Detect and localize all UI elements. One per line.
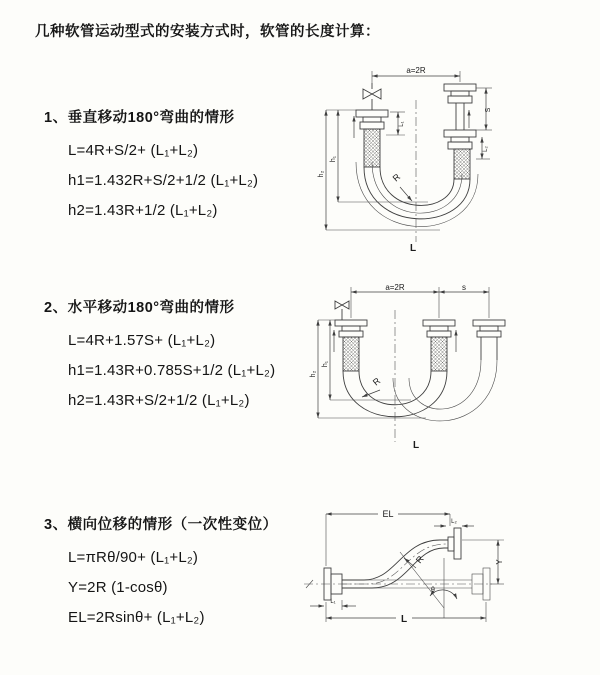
braided-hose-middle <box>431 337 447 371</box>
dim-width-label: a=2R <box>385 283 405 292</box>
dim-l2-label: L₂ <box>483 146 489 152</box>
formula-h2: h2=1.43R+1/2 (L₁+L₂) <box>68 202 218 219</box>
formula-l: L=πRθ/90+ (L₁+L₂) <box>68 549 199 566</box>
valve-icon <box>363 83 381 110</box>
hose-u-curves <box>343 360 497 421</box>
dim-h1-label: h₁ <box>330 155 337 163</box>
right-upper-flange <box>444 84 476 130</box>
left-flange <box>335 320 367 337</box>
formula-h2: h2=1.43R+S/2+1/2 (L₁+L₂) <box>68 392 250 409</box>
section-vertical-bend <box>44 106 258 226</box>
diagram-horizontal-180-bend <box>306 282 596 452</box>
dim-y-label: Y <box>495 559 504 565</box>
dim-l1-label: L₁ <box>399 121 405 127</box>
valve-icon <box>335 301 349 320</box>
formula-h1: h1=1.43R+0.785S+1/2 (L₁+L₂) <box>68 362 276 379</box>
length-label: L <box>409 243 417 254</box>
middle-flange <box>423 320 455 337</box>
section-horizontal-bend <box>44 296 275 416</box>
braided-hose-left <box>343 337 359 371</box>
dim-h2-label: h₂ <box>310 370 317 378</box>
left-flange <box>356 110 388 129</box>
length-label: L <box>400 614 408 625</box>
dim-width-label: a=2R <box>406 66 426 75</box>
length-label: L <box>412 440 420 451</box>
right-flange-moved-position <box>473 320 505 360</box>
dim-l1-label: L₁ <box>330 599 336 605</box>
section-lateral-displacement <box>44 513 278 633</box>
dim-h1-label: h₁ <box>322 360 329 368</box>
diagram-vertical-180-bend <box>310 64 590 254</box>
formula-h1: h1=1.432R+S/2+1/2 (L₁+L₂) <box>68 172 259 189</box>
page-title: 几种软管运动型式的安装方式时，软管的长度计算： <box>35 24 380 40</box>
radius-label: R <box>370 375 383 388</box>
diagram-lateral-displacement <box>296 500 596 642</box>
radius-label: R <box>390 171 403 184</box>
formula-l: L=4R+1.57S+ (L₁+L₂) <box>68 332 216 349</box>
dim-h2-label: h₂ <box>318 170 325 178</box>
dim-el-label: EL <box>382 509 394 519</box>
braided-hose-left <box>364 129 380 167</box>
formula-l: L=4R+S/2+ (L₁+L₂) <box>68 142 199 159</box>
formula-y: Y=2R (1-cosθ) <box>68 579 168 596</box>
dim-s-label: S <box>485 107 492 113</box>
formula-el: EL=2Rsinθ+ (L₁+L₂) <box>68 609 205 626</box>
displaced-hose-curve <box>342 540 448 588</box>
upper-flange <box>448 528 461 559</box>
dim-l2-label: L₂ <box>451 519 457 525</box>
radius-label: R <box>413 553 426 566</box>
section-3-heading: 3、横向位移的情形（一次性变位） <box>44 517 278 533</box>
section-1-heading: 1、垂直移动180°弯曲的情形 <box>44 110 235 126</box>
angle-label: θ <box>431 587 435 594</box>
right-lower-flange <box>444 130 476 149</box>
section-2-heading: 2、水平移动180°弯曲的情形 <box>44 300 235 316</box>
dim-s-label: s <box>462 283 466 292</box>
